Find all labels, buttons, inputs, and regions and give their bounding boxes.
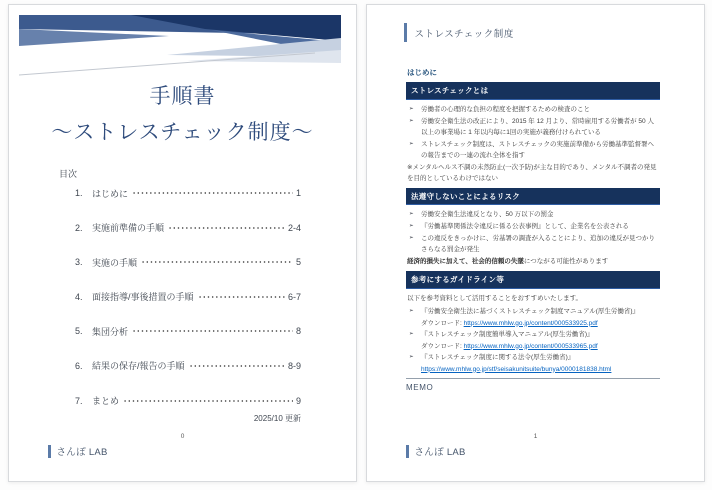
guideline-item (406, 352, 660, 375)
section-guidelines (406, 271, 660, 392)
section-intro: 以下を参考資料として活用することをおすすめいたします。 (407, 294, 583, 302)
update-date: 2025/10 更新 (253, 414, 301, 423)
toc-entry-number: 3. (75, 257, 83, 268)
toc-dot-leader (132, 191, 293, 195)
bullet-text: 労働安全衛生法の改正により、2015 年 12 月より、常時雇用する労働者が 50 人以上の事業場に 1 年以内毎に1回の実施が義務付けられている (421, 117, 654, 136)
page-footer (406, 444, 466, 458)
toc-entry (75, 326, 301, 336)
bullet-item (406, 233, 660, 255)
section-note (407, 256, 660, 267)
toc-entry (75, 361, 301, 371)
toc-entry-label: 実施の手順 (92, 257, 138, 268)
guideline-item (406, 306, 660, 329)
footer-brand: さんぽ LAB (414, 447, 466, 458)
bullet-item (406, 329, 660, 340)
guideline-item (406, 329, 660, 352)
toc-entry-number: 4. (75, 291, 83, 302)
page-number: 0 (180, 433, 185, 440)
page-title: ストレスチェック制度 (414, 28, 514, 40)
toc-entry-number: 5. (75, 326, 83, 337)
note-rest: につながる可能性があります (523, 258, 609, 265)
bullet-text: ストレスチェック制度は、ストレスチェックの実施前準備から労働基準監督署への報告までの一連の流れ全体を指す (421, 140, 654, 159)
bullet-item (406, 116, 660, 138)
memo-divider (406, 378, 660, 379)
arrow-bullet-icon: ➢ (409, 140, 414, 147)
toc-dot-leader (132, 329, 293, 333)
toc-entry (75, 257, 301, 267)
section-what-is-stress-check (406, 82, 660, 184)
toc-entry (75, 223, 301, 233)
footer-accent-bar (48, 445, 51, 458)
toc-entry-number: 6. (75, 360, 83, 371)
page-content (406, 67, 660, 396)
page-number: 1 (533, 433, 538, 440)
bullet-text: この違反をきっかけに、労基署の調査が入ることにより、追加の違反が見つかりさらなる罰金が発生 (421, 235, 655, 253)
note-emphasis: 経済的損失に加えて、社会的信頼の失墜 (407, 258, 524, 265)
toc-entry-label: 集団分析 (92, 326, 129, 337)
download-label: ダウンロード: (421, 342, 464, 350)
toc-dot-leader (141, 260, 293, 264)
toc-entry-label: 結果の保存/報告の手順 (92, 361, 185, 372)
toc-entry-label: 面接指導/事後措置の手順 (92, 292, 194, 303)
toc-entry-label: 実施前準備の手順 (92, 223, 165, 234)
bullet-item (406, 104, 660, 115)
toc-entry (75, 188, 301, 198)
arrow-bullet-icon: ➢ (409, 330, 414, 337)
document-title-line2: ～ストレスチェック制度～ (51, 121, 314, 144)
arrow-bullet-icon: ➢ (409, 353, 414, 360)
page-header (404, 23, 514, 42)
download-label: ダウンロード: (421, 319, 464, 327)
toc-entry-page: 8-9 (287, 360, 301, 371)
arrow-bullet-icon: ➢ (409, 117, 414, 124)
arrow-bullet-icon: ➢ (409, 307, 414, 314)
toc-entry (75, 292, 301, 302)
section-note: ※メンタルヘルス不調の未然防止(一次予防)が主な目的であり、メンタル不調者の発見を目的としているわけではない (407, 163, 657, 182)
guideline-title: 『ストレスチェック制度簡単導入マニュアル(厚生労働省)』 (421, 330, 594, 338)
toc-entry-number: 2. (75, 222, 83, 233)
section-banner: ストレスチェックとは (406, 82, 660, 100)
toc-dot-leader (123, 399, 293, 403)
footer-accent-bar (406, 445, 409, 458)
section-banner: 法遵守しないことによるリスク (406, 188, 660, 206)
arrow-bullet-icon: ➢ (409, 211, 414, 217)
manual-download-link[interactable]: https://www.mhlw.go.jp/content/000533965.pdf (463, 342, 598, 350)
law-link-line (406, 364, 660, 375)
download-line (406, 341, 660, 352)
toc-dot-leader (189, 364, 285, 368)
toc-entry-label: はじめに (92, 188, 129, 199)
toc-entry-page: 5 (295, 257, 301, 268)
toc-entry-page: 1 (295, 188, 301, 198)
content-page (366, 4, 705, 482)
arrow-bullet-icon: ➢ (409, 235, 414, 241)
law-page-link[interactable]: https://www.mhlw.go.jp/stf/seisakunitsuite/bunya/0000181838.html (421, 365, 612, 373)
bullet-text: 労働安全衛生法違反となり、50 万以下の罰金 (421, 211, 554, 218)
guideline-title: 『ストレスチェック制度に関する法令(厚生労働省)』 (421, 353, 575, 361)
section-banner: 参考にするガイドライン等 (406, 271, 660, 289)
arrow-bullet-icon: ➢ (409, 105, 414, 112)
cover-header-graphic (19, 15, 341, 77)
toc-entry-page: 2-4 (287, 222, 301, 233)
section-heading: はじめに (407, 68, 437, 77)
section-compliance-risk (406, 188, 660, 268)
bullet-item (406, 306, 660, 317)
page-footer (48, 444, 108, 458)
toc-dot-leader (198, 295, 285, 299)
toc-entry-number: 7. (75, 395, 83, 406)
toc-heading: 目次 (59, 169, 78, 179)
toc-entry-page: 9 (295, 395, 301, 406)
bullet-item (406, 209, 660, 220)
cover-page (8, 4, 357, 482)
toc-entry-page: 6-7 (287, 291, 301, 302)
memo-label: MEMO (406, 382, 434, 392)
footer-brand: さんぽ LAB (56, 447, 108, 458)
document-title (9, 79, 356, 151)
download-line (406, 318, 660, 329)
bullet-item (406, 221, 660, 232)
toc-entry-number: 1. (75, 188, 83, 198)
table-of-contents (75, 188, 301, 430)
bullet-text: 『労働基準関係法令違反に係る公表事例』として、企業名を公表される (421, 223, 629, 230)
toc-dot-leader (168, 226, 285, 230)
guideline-title: 『労働安全衛生法に基づくストレスチェック制度マニュアル(厚生労働省)』 (421, 307, 640, 315)
toc-entry-page: 8 (295, 326, 301, 337)
manual-download-link[interactable]: https://www.mhlw.go.jp/content/000533925.pdf (463, 319, 598, 327)
header-accent-bar (404, 23, 407, 42)
bullet-item (406, 139, 660, 161)
bullet-text: 労働者の心理的な負担の程度を把握するための検査のこと (421, 105, 590, 113)
toc-entry (75, 396, 301, 406)
toc-entry-label: まとめ (92, 396, 120, 407)
bullet-item (406, 352, 660, 363)
document-title-line1: 手順書 (149, 85, 216, 108)
arrow-bullet-icon: ➢ (409, 223, 414, 229)
